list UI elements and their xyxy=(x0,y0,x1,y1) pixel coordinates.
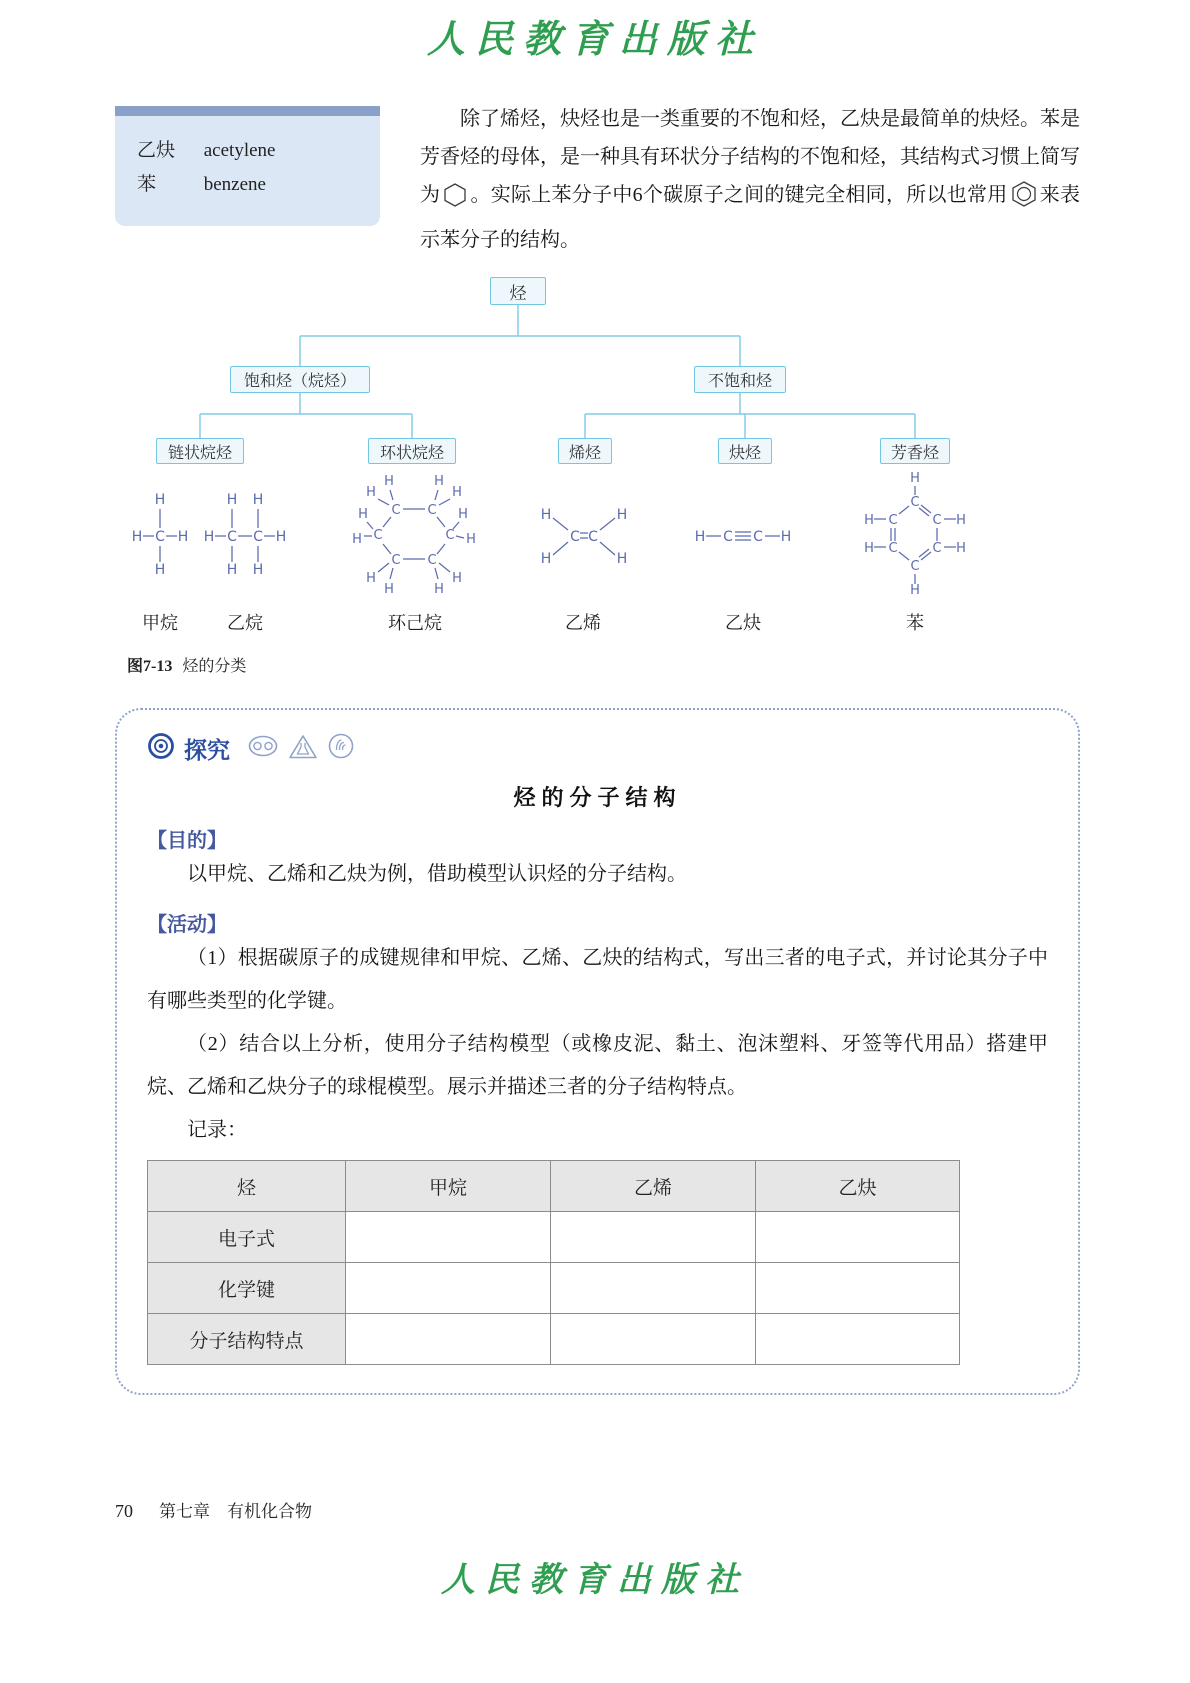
table-row-chemical-bond xyxy=(148,1263,960,1314)
svg-text:H: H xyxy=(458,507,468,522)
ethylene-label: 乙烯 xyxy=(565,613,601,633)
record-label: 记录： xyxy=(187,1119,247,1141)
table-cell-empty xyxy=(551,1314,756,1365)
intro-paragraph xyxy=(420,100,1080,259)
benzene-structure xyxy=(853,448,977,605)
svg-text:C: C xyxy=(753,529,763,545)
svg-text:H: H xyxy=(352,532,362,547)
svg-text:H: H xyxy=(434,582,444,597)
svg-text:C: C xyxy=(391,503,401,518)
svg-text:H: H xyxy=(177,529,189,545)
svg-text:H: H xyxy=(366,485,376,500)
publisher-logo-top: 人民教育出版社 xyxy=(426,16,763,61)
svg-text:H: H xyxy=(452,571,462,586)
table-cell-empty xyxy=(756,1212,960,1263)
svg-text:H: H xyxy=(540,507,552,523)
table-header-row xyxy=(148,1161,960,1212)
svg-text:C: C xyxy=(723,529,733,545)
intro-text-1: 除了烯烃，炔烃也是一类重要的不饱和烃，乙炔是最简单的炔烃。苯是芳香烃的母体，是一种具有环状分子结构的不饱和烃，其结构式习惯上简写为 xyxy=(420,108,1080,206)
svg-text:C: C xyxy=(570,529,580,545)
svg-text:C: C xyxy=(445,528,455,543)
svg-text:H: H xyxy=(366,571,376,586)
page-number: 70 xyxy=(115,1501,133,1521)
row-label-structure-features: 分子结构特点 xyxy=(148,1314,346,1365)
acetylene-structure xyxy=(690,520,796,557)
chapter-title: 第七章 有机化合物 xyxy=(159,1502,312,1521)
svg-text:H: H xyxy=(956,541,966,556)
vocabulary-box xyxy=(115,106,380,259)
figure-caption xyxy=(127,653,1080,676)
ethylene-structure xyxy=(528,496,638,575)
svg-text:H: H xyxy=(910,583,920,598)
goggles-icon xyxy=(247,733,279,764)
svg-text:H: H xyxy=(252,492,264,508)
svg-text:H: H xyxy=(131,529,143,545)
svg-text:C: C xyxy=(391,553,401,568)
acetylene-label: 乙炔 xyxy=(725,613,761,633)
benzene-label: 苯 xyxy=(906,613,924,633)
svg-text:H: H xyxy=(864,513,874,528)
svg-text:H: H xyxy=(384,474,394,489)
svg-text:C: C xyxy=(253,529,263,545)
table-cell-empty xyxy=(551,1212,756,1263)
figure-caption-number: 图7-13 xyxy=(127,658,173,675)
flask-caution-icon xyxy=(288,733,318,765)
inquiry-box xyxy=(115,708,1080,1395)
svg-text:H: H xyxy=(910,471,920,486)
top-row xyxy=(115,100,1080,259)
vocab-term: 乙炔 xyxy=(137,140,176,161)
svg-text:H: H xyxy=(252,562,264,578)
table-header-ethylene: 乙烯 xyxy=(551,1161,756,1212)
benzene-hexagon-circle-icon xyxy=(1011,191,1037,213)
inquiry-label: 探究 xyxy=(184,737,230,763)
svg-text:C: C xyxy=(227,529,237,545)
svg-text:C: C xyxy=(932,513,942,528)
hand-safety-icon xyxy=(327,732,355,765)
activity-item-1: （1）根据碳原子的成键规律和甲烷、乙烯、乙炔的结构式，写出三者的电子式，并讨论其分子中有哪些类型的化学键。 xyxy=(147,947,1048,1012)
svg-text:C: C xyxy=(373,528,383,543)
methane-label: 甲烷 xyxy=(142,613,178,633)
tree-node-hydrocarbon: 烃 xyxy=(490,277,546,305)
purpose-text: 以甲烷、乙烯和乙炔为例，借助模型认识烃的分子结构。 xyxy=(187,863,687,885)
svg-text:H: H xyxy=(226,562,238,578)
methane-structure xyxy=(125,482,195,583)
svg-text:H: H xyxy=(434,474,444,489)
svg-text:C: C xyxy=(427,553,437,568)
svg-text:H: H xyxy=(616,507,628,523)
table-cell-empty xyxy=(346,1212,551,1263)
svg-text:C: C xyxy=(888,513,898,528)
vocab-item-acetylene xyxy=(137,134,358,168)
svg-text:H: H xyxy=(694,529,706,545)
svg-text:H: H xyxy=(956,513,966,528)
tree-node-chain-alkane: 链状烷烃 xyxy=(156,438,244,464)
tree-node-cyclic-alkane: 环状烷烃 xyxy=(368,438,456,464)
table-cell-empty xyxy=(346,1314,551,1365)
tree-node-saturated: 饱和烃（烷烃） xyxy=(230,366,370,393)
page-footer xyxy=(115,1497,312,1522)
vocab-translation: benzene xyxy=(203,174,266,195)
table-cell-empty xyxy=(756,1263,960,1314)
table-header-hydrocarbon: 烃 xyxy=(148,1161,346,1212)
cyclohexane-structure xyxy=(349,452,481,607)
record-table xyxy=(147,1160,960,1365)
svg-text:H: H xyxy=(466,532,476,547)
table-header-acetylene: 乙炔 xyxy=(756,1161,960,1212)
table-cell-empty xyxy=(551,1263,756,1314)
activity-label: 【活动】 xyxy=(147,914,227,936)
vocab-box-top-bar xyxy=(115,106,380,116)
intro-text-2: 。实际上苯分子中6个碳原子之间的键完全相同，所以也常用 xyxy=(470,184,1008,206)
table-header-methane: 甲烷 xyxy=(346,1161,551,1212)
table-row-electron-formula xyxy=(148,1212,960,1263)
vocab-item-benzene xyxy=(137,168,358,202)
activity-item-2: （2）结合以上分析，使用分子结构模型（或橡皮泥、黏土、泡沫塑料、牙签等代用品）搭建甲烷、乙烯和乙炔分子的球棍模型。展示并描述三者的分子结构特点。 xyxy=(147,1033,1048,1098)
svg-text:C: C xyxy=(155,529,165,545)
intro-text-3: 来表示苯分子的结构。 xyxy=(420,184,1081,251)
svg-text:C: C xyxy=(932,541,942,556)
page-content xyxy=(0,100,1190,1395)
svg-text:C: C xyxy=(910,559,920,574)
inquiry-header xyxy=(147,732,1048,765)
svg-text:H: H xyxy=(452,485,462,500)
svg-text:H: H xyxy=(780,529,792,545)
classification-tree xyxy=(115,273,1080,637)
svg-text:C: C xyxy=(888,541,898,556)
ethane-structure xyxy=(197,482,293,583)
svg-text:H: H xyxy=(616,551,628,567)
figure-caption-text: 烃的分类 xyxy=(182,658,247,675)
svg-text:H: H xyxy=(864,541,874,556)
vocab-term: 苯 xyxy=(137,174,157,195)
ethane-label: 乙烷 xyxy=(227,613,263,633)
svg-text:H: H xyxy=(358,507,368,522)
svg-text:H: H xyxy=(154,562,166,578)
svg-text:C: C xyxy=(427,503,437,518)
svg-text:H: H xyxy=(540,551,552,567)
vocab-translation: acetylene xyxy=(203,140,276,161)
inquiry-title: 烃的分子结构 xyxy=(513,785,682,810)
tree-node-alkyne: 炔烃 xyxy=(718,438,772,464)
table-row-structure-features xyxy=(148,1314,960,1365)
svg-text:C: C xyxy=(910,495,920,510)
svg-text:H: H xyxy=(384,582,394,597)
publisher-logo-bottom: 人民教育出版社 xyxy=(441,1560,749,1600)
svg-text:H: H xyxy=(226,492,238,508)
svg-text:H: H xyxy=(203,529,215,545)
purpose-label: 【目的】 xyxy=(147,830,227,852)
target-icon xyxy=(147,732,175,765)
tree-node-alkene: 烯烃 xyxy=(558,438,612,464)
table-cell-empty xyxy=(756,1314,960,1365)
row-label-electron-formula: 电子式 xyxy=(148,1212,346,1263)
tree-node-aromatic: 芳香烃 xyxy=(880,438,950,464)
row-label-chemical-bond: 化学键 xyxy=(148,1263,346,1314)
cyclohexane-label: 环己烷 xyxy=(388,613,442,633)
svg-text:H: H xyxy=(275,529,287,545)
benzene-hexagon-icon xyxy=(443,191,467,213)
tree-node-unsaturated: 不饱和烃 xyxy=(694,366,786,393)
vocab-box-body xyxy=(115,116,380,226)
table-cell-empty xyxy=(346,1263,551,1314)
svg-text:C: C xyxy=(588,529,598,545)
svg-text:H: H xyxy=(154,492,166,508)
